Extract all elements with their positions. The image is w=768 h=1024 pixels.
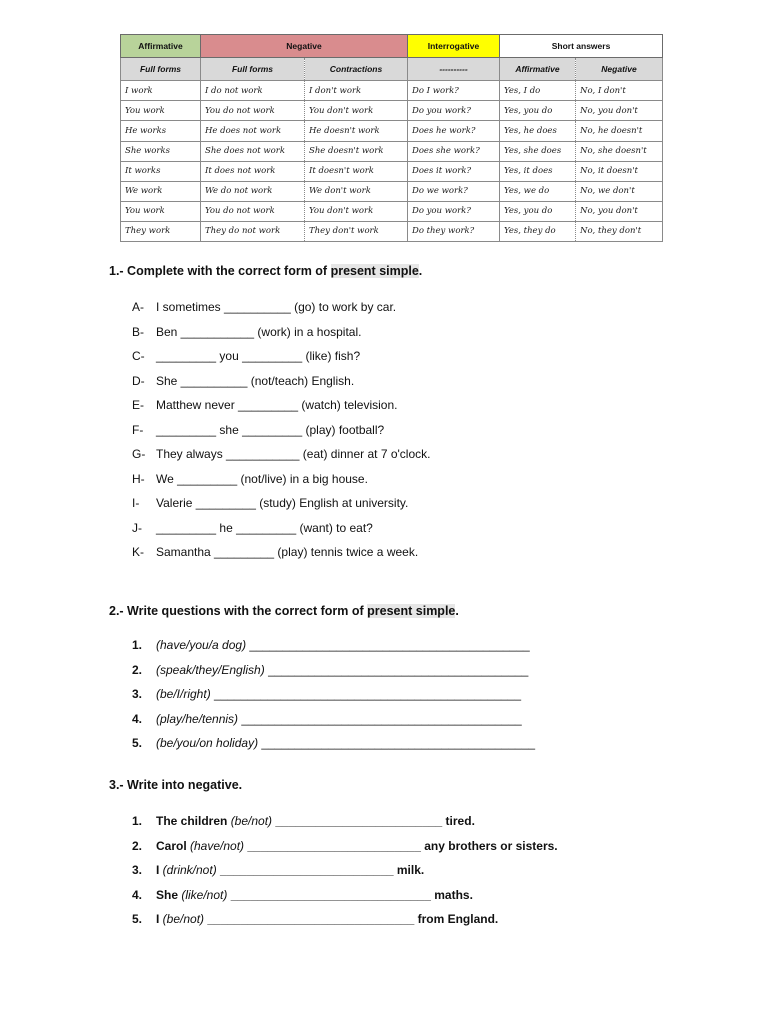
section-2-title bbox=[109, 604, 459, 618]
table-cell: I don't work bbox=[305, 81, 408, 101]
item-after: ______________________________ maths. bbox=[227, 887, 473, 902]
table-row bbox=[121, 81, 663, 101]
list-item bbox=[132, 372, 430, 397]
item-before: Carol bbox=[156, 838, 191, 853]
list-item bbox=[132, 519, 430, 544]
item-marker: 1. bbox=[132, 638, 143, 652]
section-1-title-suffix: . bbox=[418, 264, 423, 278]
table-cell: Yes, it does bbox=[500, 161, 576, 181]
table-cell: Do you work? bbox=[408, 201, 500, 221]
header-affirmative: Affirmative bbox=[121, 35, 201, 58]
header-interrogative: Interrogative bbox=[408, 35, 500, 58]
item-text: Matthew never _________ (watch) television. bbox=[156, 398, 398, 412]
table-cell: She does not work bbox=[201, 141, 305, 161]
table-cell: You don't work bbox=[305, 101, 408, 121]
table-cell: They do not work bbox=[201, 221, 305, 241]
table-cell: Yes, we do bbox=[500, 181, 576, 201]
table-cell: Yes, I do bbox=[500, 81, 576, 101]
item-marker: J- bbox=[132, 520, 142, 535]
section-2-list bbox=[132, 636, 535, 759]
table-cell: Do we work? bbox=[408, 181, 500, 201]
list-item bbox=[132, 494, 430, 519]
table-row bbox=[121, 221, 663, 241]
list-item bbox=[132, 470, 430, 495]
list-item bbox=[132, 396, 430, 421]
table-cell: Yes, you do bbox=[500, 101, 576, 121]
table-cell: Do they work? bbox=[408, 221, 500, 241]
item-marker: 4. bbox=[132, 887, 143, 902]
table-cell: No, you don't bbox=[576, 101, 663, 121]
item-text: Valerie _________ (study) English at university. bbox=[156, 496, 409, 510]
section-2-title-prefix: 2.- Write questions with the correct form of bbox=[109, 604, 368, 618]
item-marker: 5. bbox=[132, 736, 143, 750]
item-marker: E- bbox=[132, 398, 144, 412]
table-cell: You do not work bbox=[201, 201, 305, 221]
table-cell: No, she doesn't bbox=[576, 141, 663, 161]
item-marker: K- bbox=[132, 545, 144, 559]
item-prompt: (be/not) bbox=[162, 912, 205, 926]
table-group-header-row bbox=[121, 35, 663, 58]
item-prompt: (play/he/tennis) bbox=[156, 711, 239, 726]
item-text: _________ he _________ (want) to eat? bbox=[156, 520, 373, 535]
item-prompt: (have/not) bbox=[190, 838, 245, 853]
answer-blank: _______________________________________ bbox=[268, 662, 529, 677]
table-cell: It does not work bbox=[201, 161, 305, 181]
item-text: I sometimes __________ (go) to work by car. bbox=[156, 300, 397, 314]
table-cell: They don't work bbox=[305, 221, 408, 241]
item-after: _______________________________ from England. bbox=[204, 912, 499, 926]
item-marker: F- bbox=[132, 422, 144, 437]
item-marker: 3. bbox=[132, 863, 143, 877]
table-cell: Do I work? bbox=[408, 81, 500, 101]
list-item bbox=[132, 323, 430, 348]
table-cell: He works bbox=[121, 121, 201, 141]
table-cell: Do you work? bbox=[408, 101, 500, 121]
answer-blank: __________________________________________ bbox=[249, 638, 530, 652]
subheader-cell: Contractions bbox=[305, 58, 408, 81]
subheader-cell: Negative bbox=[576, 58, 663, 81]
item-before: I bbox=[156, 912, 163, 926]
item-prompt: (like/not) bbox=[181, 887, 228, 902]
table-cell: You work bbox=[121, 201, 201, 221]
section-1-list bbox=[132, 298, 430, 568]
item-marker: 2. bbox=[132, 662, 143, 677]
item-before: She bbox=[156, 887, 182, 902]
subheader-cell: ---------- bbox=[408, 58, 500, 81]
table-cell: They work bbox=[121, 221, 201, 241]
table-sub-header-row bbox=[121, 58, 663, 81]
list-item bbox=[132, 543, 430, 568]
list-item bbox=[132, 837, 558, 862]
table-cell: You don't work bbox=[305, 201, 408, 221]
list-item bbox=[132, 445, 430, 470]
table-cell: He does not work bbox=[201, 121, 305, 141]
table-cell: It works bbox=[121, 161, 201, 181]
item-prompt: (be/not) bbox=[230, 814, 273, 828]
item-marker: G- bbox=[132, 447, 146, 461]
item-text: _________ she _________ (play) football? bbox=[156, 422, 385, 437]
section-1-title-prefix: 1.- Complete with the correct form of bbox=[109, 264, 331, 278]
table-row bbox=[121, 141, 663, 161]
item-before: I bbox=[156, 863, 163, 877]
item-text: She __________ (not/teach) English. bbox=[156, 373, 355, 388]
table-cell: It doesn't work bbox=[305, 161, 408, 181]
answer-blank: _________________________________________ bbox=[261, 736, 536, 750]
item-prompt: (drink/not) bbox=[162, 863, 217, 877]
list-item bbox=[132, 910, 558, 935]
table-cell: Yes, she does bbox=[500, 141, 576, 161]
section-1-title-highlight: present simple bbox=[330, 264, 419, 278]
table-cell: We work bbox=[121, 181, 201, 201]
list-item bbox=[132, 861, 558, 886]
section-2-title-suffix: . bbox=[455, 604, 459, 618]
item-marker: D- bbox=[132, 373, 145, 388]
item-prompt: (speak/they/English) bbox=[156, 662, 265, 677]
list-item bbox=[132, 886, 558, 911]
item-marker: I- bbox=[132, 496, 140, 510]
header-negative: Negative bbox=[201, 35, 408, 58]
subheader-cell: Full forms bbox=[201, 58, 305, 81]
table-cell: Yes, he does bbox=[500, 121, 576, 141]
table-cell: She doesn't work bbox=[305, 141, 408, 161]
section-3-title: 3.- Write into negative. bbox=[109, 778, 243, 792]
table-cell: No, it doesn't bbox=[576, 161, 663, 181]
list-item bbox=[132, 347, 430, 372]
item-after: _________________________ tired. bbox=[272, 814, 475, 828]
table-row bbox=[121, 201, 663, 221]
table-cell: He doesn't work bbox=[305, 121, 408, 141]
table-cell: Yes, they do bbox=[500, 221, 576, 241]
answer-blank: __________________________________________ bbox=[241, 711, 522, 726]
table-row bbox=[121, 101, 663, 121]
subheader-cell: Affirmative bbox=[500, 58, 576, 81]
item-text: We _________ (not/live) in a big house. bbox=[156, 471, 368, 486]
item-before: The children bbox=[156, 814, 231, 828]
item-marker: 3. bbox=[132, 687, 143, 701]
list-item bbox=[132, 710, 535, 735]
table-cell: No, you don't bbox=[576, 201, 663, 221]
item-marker: C- bbox=[132, 349, 145, 363]
table-cell: I work bbox=[121, 81, 201, 101]
item-after: __________________________ any brothers or sisters. bbox=[244, 838, 558, 853]
item-after: __________________________ milk. bbox=[216, 863, 425, 877]
item-text: Ben ___________ (work) in a hospital. bbox=[156, 324, 362, 339]
item-marker: 1. bbox=[132, 814, 143, 828]
list-item bbox=[132, 812, 558, 837]
table-row bbox=[121, 181, 663, 201]
item-marker: 2. bbox=[132, 838, 143, 853]
table-cell: You work bbox=[121, 101, 201, 121]
item-prompt: (be/I/right) bbox=[156, 687, 211, 701]
list-item bbox=[132, 421, 430, 446]
list-item bbox=[132, 636, 535, 661]
table-row bbox=[121, 121, 663, 141]
table-cell: You do not work bbox=[201, 101, 305, 121]
conjugation-table bbox=[120, 34, 663, 242]
list-item bbox=[132, 685, 535, 710]
answer-blank: ______________________________________________ bbox=[214, 687, 522, 701]
section-3-list bbox=[132, 812, 558, 935]
item-text: _________ you _________ (like) fish? bbox=[156, 349, 361, 363]
table-cell: No, he doesn't bbox=[576, 121, 663, 141]
table-cell: I do not work bbox=[201, 81, 305, 101]
table-cell: Does it work? bbox=[408, 161, 500, 181]
item-marker: H- bbox=[132, 471, 145, 486]
section-2-title-highlight: present simple bbox=[367, 604, 456, 618]
section-1-title bbox=[109, 264, 422, 278]
table-cell: No, we don't bbox=[576, 181, 663, 201]
subheader-cell: Full forms bbox=[121, 58, 201, 81]
item-prompt: (have/you/a dog) bbox=[156, 638, 247, 652]
item-marker: A- bbox=[132, 300, 144, 314]
item-prompt: (be/you/on holiday) bbox=[156, 736, 259, 750]
item-text: Samantha _________ (play) tennis twice a week. bbox=[156, 545, 419, 559]
table-cell: No, I don't bbox=[576, 81, 663, 101]
item-marker: 5. bbox=[132, 912, 143, 926]
table-cell: We don't work bbox=[305, 181, 408, 201]
header-short-answers: Short answers bbox=[500, 35, 663, 58]
list-item bbox=[132, 298, 430, 323]
table-cell: Yes, you do bbox=[500, 201, 576, 221]
item-marker: B- bbox=[132, 324, 144, 339]
table-cell: We do not work bbox=[201, 181, 305, 201]
item-marker: 4. bbox=[132, 711, 143, 726]
item-text: They always ___________ (eat) dinner at 7 o'clock. bbox=[156, 447, 431, 461]
list-item bbox=[132, 734, 535, 759]
list-item bbox=[132, 661, 535, 686]
table-cell: Does she work? bbox=[408, 141, 500, 161]
table-row bbox=[121, 161, 663, 181]
table-cell: She works bbox=[121, 141, 201, 161]
table-cell: No, they don't bbox=[576, 221, 663, 241]
table-cell: Does he work? bbox=[408, 121, 500, 141]
